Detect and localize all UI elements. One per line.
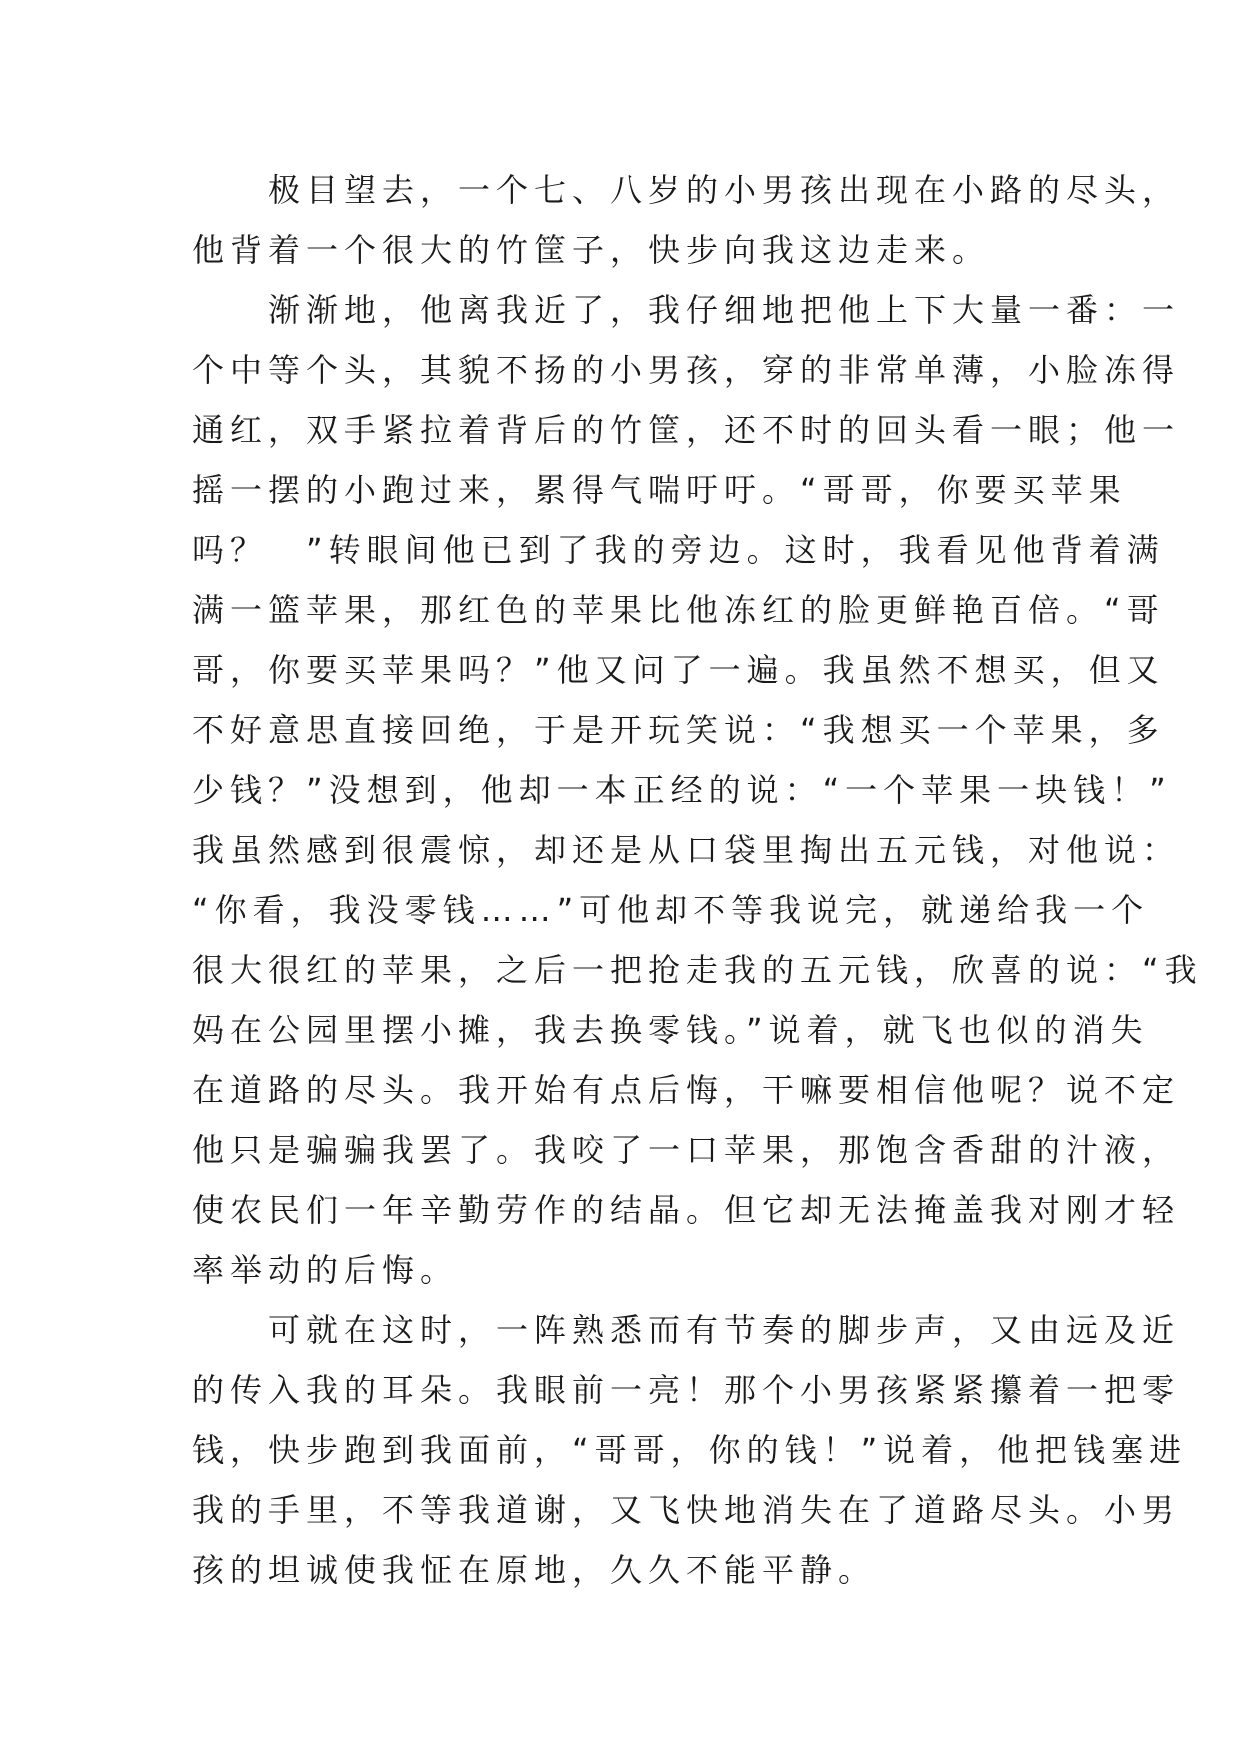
text-line: 通红，双手紧拉着背后的竹筐，还不时的回头看一眼；他一 [192,411,1181,449]
paragraph-2 [192,280,1203,1300]
text-line: 个中等个头，其貌不扬的小男孩，穿的非常单薄，小脸冻得 [192,351,1181,389]
text-line: 他只是骗骗我罢了。我咬了一口苹果，那饱含香甜的汁液， [192,1131,1181,1169]
text-line: 可就在这时，一阵熟悉而有节奏的脚步声，又由远及近 [192,1311,1181,1349]
essay-text [192,160,1203,1600]
text-line: 率举动的后悔。 [192,1251,459,1289]
text-line: 我的手里，不等我道谢，又飞快地消失在了道路尽头。小男 [192,1491,1181,1529]
text-line: 他背着一个很大的竹筐子，快步向我这边走来。 [192,231,991,269]
text-line: 在道路的尽头。我开始有点后悔，干嘛要相信他呢？说不定 [192,1071,1181,1109]
text-line: 少钱？”没想到，他却一本正经的说：“一个苹果一块钱！” [192,771,1172,809]
text-line: 的传入我的耳朵。我眼前一亮！那个小男孩紧紧攥着一把零 [192,1371,1181,1409]
text-line: “你看，我没零钱……”可他却不等我说完，就递给我一个 [192,891,1150,929]
text-line: 哥，你要买苹果吗？”他又问了一遍。我虽然不想买，但又 [192,651,1165,689]
text-line: 使农民们一年辛勤劳作的结晶。但它却无法掩盖我对刚才轻 [192,1191,1181,1229]
paragraph-3 [192,1300,1188,1600]
text-line: 不好意思直接回绝，于是开玩笑说：“我想买一个苹果，多 [192,711,1165,749]
text-line: 吗？ ”转眼间他已到了我的旁边。这时，我看见他背着满 [192,531,1165,569]
paragraph-1 [192,160,1181,280]
text-line: 渐渐地，他离我近了，我仔细地把他上下大量一番：一 [192,291,1181,329]
text-line: 很大很红的苹果，之后一把抢走我的五元钱，欣喜的说：“我 [192,951,1203,989]
text-line: 我虽然感到很震惊，却还是从口袋里掏出五元钱，对他说： [192,831,1181,869]
text-line: 钱，快步跑到我面前，“哥哥，你的钱！”说着，他把钱塞进 [192,1431,1188,1469]
text-line: 孩的坦诚使我怔在原地，久久不能平静。 [192,1551,877,1589]
text-line: 妈在公园里摆小摊，我去换零钱。”说着，就飞也似的消失 [192,1011,1149,1049]
text-line: 极目望去，一个七、八岁的小男孩出现在小路的尽头， [192,171,1181,209]
text-line: 满一篮苹果，那红色的苹果比他冻红的脸更鲜艳百倍。“哥 [192,591,1165,629]
text-line: 摇一摆的小跑过来，累得气喘吁吁。“哥哥，你要买苹果 [192,471,1127,509]
